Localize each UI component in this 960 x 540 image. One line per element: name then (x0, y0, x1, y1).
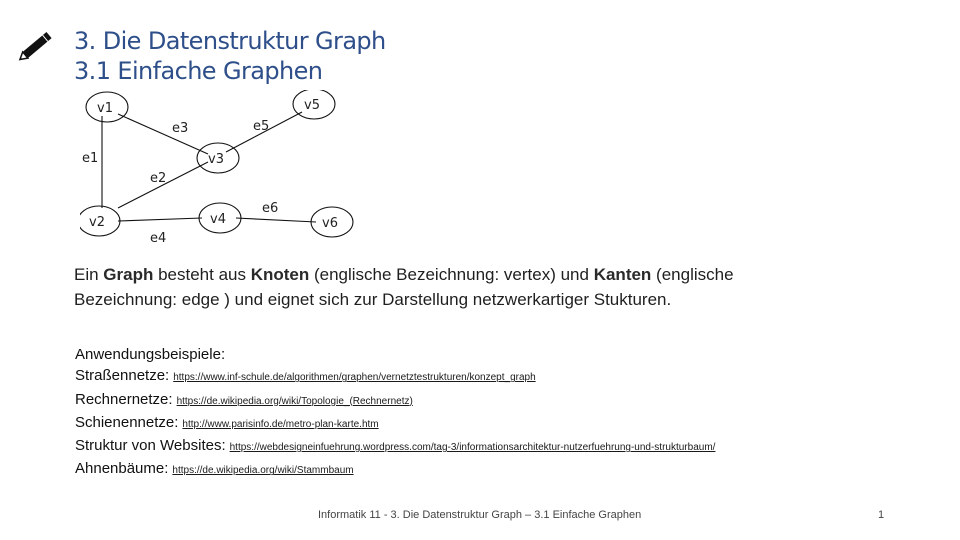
example-link[interactable]: https://de.wikipedia.org/wiki/Stammbaum (172, 465, 354, 477)
node-label-v3: v3 (208, 152, 224, 167)
pencil-icon (14, 26, 58, 66)
list-item (75, 435, 715, 458)
example-link[interactable]: http://www.parisinfo.de/metro-plan-karte.htm (182, 418, 379, 430)
node-label-v6: v6 (322, 216, 338, 231)
example-label: Rechnernetze: (75, 390, 173, 408)
edge-label-e6: e6 (262, 201, 279, 216)
footer-text: Informatik 11 - 3. Die Datenstruktur Graph – 3.1 Einfache Graphen (318, 509, 642, 521)
node-label-v4: v4 (210, 212, 226, 227)
term-knoten: Knoten (250, 265, 310, 284)
graph-diagram (80, 90, 370, 250)
term-graph: Graph (103, 265, 154, 284)
term-kanten: Kanten (593, 265, 652, 284)
edge-label-e4: e4 (150, 231, 167, 246)
edge-label-e5: e5 (253, 119, 270, 134)
edge-e4 (118, 218, 202, 221)
graph-description: Ein Graph besteht aus Knoten (englische Bezeichnung: vertex) und Kanten (englische Bezeichnung: edge ) und eignet sich zur Darstellung netzwerkartiger Stukturen. (74, 265, 734, 309)
example-label: Schienennetze: (75, 413, 179, 431)
list-item (75, 389, 715, 412)
example-link[interactable]: https://webdesigneinfuehrung.wordpress.com/tag-3/informationsarchitektur-nutzerfuehrung-und-strukturbaum/ (229, 442, 716, 454)
list-item (75, 458, 715, 481)
example-label: Struktur von Websites: (75, 437, 226, 455)
example-link[interactable]: https://de.wikipedia.org/wiki/Topologie_(Rechnernetz) (176, 395, 413, 407)
example-label: Straßennetze: (75, 367, 170, 385)
title-line-2: 3.1 Einfache Graphen (74, 57, 323, 85)
examples-list (75, 344, 715, 482)
edge-label-e2: e2 (150, 171, 167, 186)
edge-label-e1: e1 (82, 151, 99, 166)
examples-heading: Anwendungsbeispiele: (75, 346, 226, 363)
title-line-1: 3. Die Datenstruktur Graph (74, 27, 386, 55)
list-item (75, 365, 715, 388)
node-label-v5: v5 (304, 98, 320, 113)
node-label-v2: v2 (89, 215, 105, 230)
example-label: Ahnenbäume: (75, 460, 169, 478)
node-label-v1: v1 (97, 101, 113, 116)
edge-e3 (118, 114, 208, 154)
edge-label-e3: e3 (172, 121, 189, 136)
list-item (75, 412, 715, 435)
edge-e6 (236, 218, 316, 222)
page-number: 1 (878, 509, 885, 521)
page-title (74, 26, 386, 86)
example-link[interactable]: https://www.inf-schule.de/algorithmen/graphen/vernetztestrukturen/konzept_graph (173, 372, 536, 384)
